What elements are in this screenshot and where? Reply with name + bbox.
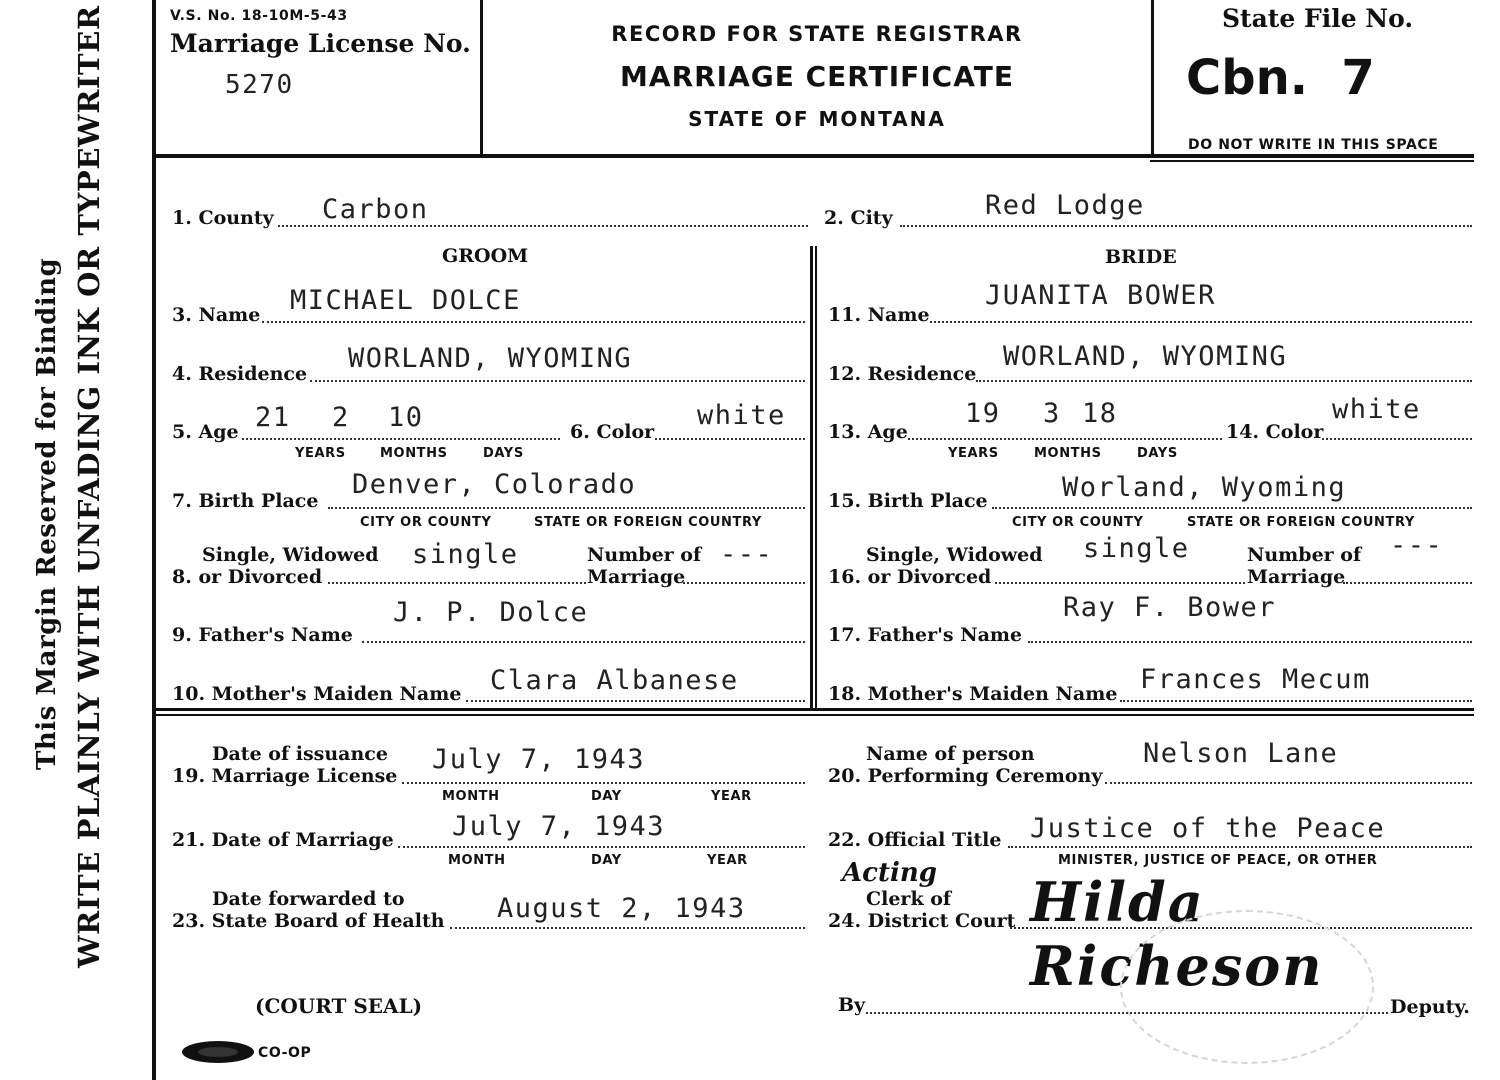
groom-status-line	[328, 582, 586, 584]
groom-birth-value: Denver, Colorado	[352, 469, 637, 500]
groom-residence-line	[310, 380, 805, 382]
bride-residence-line	[976, 380, 1472, 382]
section-rule	[156, 708, 1474, 711]
forwarded-value: August 2, 1943	[497, 893, 746, 924]
marriage-year-caption: YEAR	[707, 853, 748, 868]
bride-name-label: 11. Name	[828, 304, 930, 326]
bride-name-value: JUANITA BOWER	[985, 280, 1216, 311]
groom-color-value: white	[697, 400, 786, 431]
issuance-year-caption: YEAR	[711, 789, 752, 804]
court-seal-label: (COURT SEAL)	[255, 994, 423, 1018]
groom-residence-value: WORLAND, WYOMING	[348, 343, 633, 374]
bride-marriage-line	[1343, 582, 1472, 584]
marriage-date-line	[398, 846, 805, 848]
bride-number-marriage-value: ---	[1390, 530, 1444, 561]
groom-father-value: J. P. Dolce	[393, 597, 589, 628]
groom-status-label-2: 8. or Divorced	[172, 566, 323, 588]
acting-handwritten: Acting	[842, 858, 937, 888]
groom-age-months: 2	[332, 402, 350, 433]
bride-father-line	[1028, 641, 1472, 643]
performer-label-2: 20. Performing Ceremony	[828, 765, 1103, 787]
left-border	[152, 0, 156, 1080]
county-label: 1. County	[172, 207, 274, 229]
performer-label-1: Name of person	[866, 743, 1035, 765]
bride-mother-line	[1120, 700, 1472, 702]
groom-status-label-1: Single, Widowed	[202, 544, 379, 566]
groom-father-label: 9. Father's Name	[172, 624, 353, 646]
groom-residence-label: 4. Residence	[172, 363, 308, 385]
bride-father-label: 17. Father's Name	[828, 624, 1023, 646]
record-for-registrar: RECORD FOR STATE REGISTRAR	[611, 22, 1023, 46]
bride-age-label: 13. Age	[828, 421, 908, 443]
bride-age-days: 18	[1082, 398, 1118, 429]
issuance-month-caption: MONTH	[442, 789, 500, 804]
clerk-label-1: Clerk of	[866, 888, 952, 910]
groom-age-days: 10	[388, 402, 424, 433]
certificate-title: MARRIAGE CERTIFICATE	[620, 60, 1014, 93]
section-rule-2	[156, 714, 1474, 716]
groom-marriage-line	[683, 582, 805, 584]
header-divider-right	[1151, 0, 1154, 156]
groom-mother-line	[466, 700, 805, 702]
groom-years-caption: YEARS	[295, 446, 346, 461]
official-title-line	[1008, 846, 1472, 848]
marriage-month-caption: MONTH	[448, 853, 506, 868]
marriage-date-value: July 7, 1943	[452, 811, 666, 842]
bride-mother-value: Frances Mecum	[1140, 664, 1371, 695]
bride-number-of-label: Number of	[1247, 544, 1362, 566]
co-op-logo-icon	[180, 1040, 256, 1064]
groom-city-caption: CITY OR COUNTY	[360, 515, 492, 530]
clerk-label-2: 24. District Court	[828, 910, 1016, 932]
by-line	[866, 1012, 1388, 1014]
issuance-day-caption: DAY	[591, 789, 622, 804]
bride-residence-value: WORLAND, WYOMING	[1003, 341, 1288, 372]
groom-age-years: 21	[255, 402, 291, 433]
issuance-label-1: Date of issuance	[212, 743, 388, 765]
bride-birth-line	[992, 507, 1472, 509]
license-label: Marriage License No.	[170, 29, 471, 58]
bride-years-caption: YEARS	[948, 446, 999, 461]
groom-days-caption: DAYS	[483, 446, 524, 461]
forwarded-line	[450, 927, 805, 929]
ink-instruction-text: WRITE PLAINLY WITH UNFADING INK OR TYPEWRITER	[72, 5, 106, 968]
bride-status-label-2: 16. or Divorced	[828, 566, 992, 588]
bride-color-value: white	[1332, 394, 1421, 425]
forwarded-label-2: 23. State Board of Health	[172, 910, 445, 932]
do-not-write-note: DO NOT WRITE IN THIS SPACE	[1188, 137, 1439, 153]
groom-bride-divider	[810, 246, 813, 708]
city-label: 2. City	[824, 207, 893, 229]
bride-birth-value: Worland, Wyoming	[1062, 472, 1347, 503]
groom-heading: GROOM	[442, 245, 529, 267]
header-bottom-rule	[156, 154, 1474, 158]
clerk-signature: Hilda Richeson	[1030, 870, 1324, 998]
marriage-day-caption: DAY	[591, 853, 622, 868]
court-seal-impression	[1120, 910, 1374, 1064]
groom-birth-label: 7. Birth Place	[172, 490, 319, 512]
co-op-mark: CO-OP	[258, 1045, 312, 1061]
performer-line	[1105, 782, 1472, 784]
bride-days-caption: DAYS	[1137, 446, 1178, 461]
bride-age-months: 3	[1043, 398, 1061, 429]
bride-residence-label: 12. Residence	[828, 363, 977, 385]
county-line	[278, 225, 808, 227]
minister-caption: MINISTER, JUSTICE OF PEACE, OR OTHER	[1058, 853, 1378, 868]
bride-mother-label: 18. Mother's Maiden Name	[828, 683, 1118, 705]
bride-city-caption: CITY OR COUNTY	[1012, 515, 1144, 530]
issuance-value: July 7, 1943	[432, 744, 646, 775]
header-bottom-rule-2	[1150, 160, 1474, 162]
city-value: Red Lodge	[985, 190, 1145, 221]
issuance-label-2: 19. Marriage License	[172, 765, 398, 787]
bride-status-value: single	[1083, 533, 1190, 564]
groom-bride-divider-2	[815, 246, 817, 708]
groom-number-of-label: Number of	[587, 544, 702, 566]
bride-state-caption: STATE OR FOREIGN COUNTRY	[1187, 515, 1415, 530]
by-label: By	[838, 994, 866, 1016]
groom-marriage-label: Marriage	[587, 566, 686, 588]
bride-color-line	[1322, 438, 1472, 440]
city-line	[900, 225, 1472, 227]
marriage-date-label: 21. Date of Marriage	[172, 829, 394, 851]
groom-father-line	[362, 641, 805, 643]
bride-name-line	[930, 321, 1472, 323]
groom-age-line	[242, 438, 560, 440]
state-file-number: Cbn. 7	[1186, 50, 1375, 106]
groom-mother-value: Clara Albanese	[490, 665, 739, 696]
groom-color-label: 6. Color	[570, 421, 655, 443]
state-name: STATE OF MONTANA	[688, 107, 946, 131]
groom-number-marriage-value: ---	[720, 539, 774, 570]
bride-marriage-label: Marriage	[1247, 566, 1346, 588]
bride-color-label: 14. Color	[1226, 421, 1324, 443]
county-value: Carbon	[322, 194, 429, 225]
groom-birth-line	[328, 507, 805, 509]
groom-name-label: 3. Name	[172, 304, 261, 326]
groom-age-label: 5. Age	[172, 421, 239, 443]
forwarded-label-1: Date forwarded to	[212, 888, 405, 910]
bride-status-label-1: Single, Widowed	[866, 544, 1043, 566]
license-number: 5270	[225, 70, 294, 100]
groom-state-caption: STATE OR FOREIGN COUNTRY	[534, 515, 762, 530]
groom-mother-label: 10. Mother's Maiden Name	[172, 683, 462, 705]
bride-months-caption: MONTHS	[1034, 446, 1102, 461]
bride-heading: BRIDE	[1105, 246, 1177, 268]
form-code: V.S. No. 18-10M-5-43	[170, 8, 348, 24]
bride-age-years: 19	[965, 398, 1001, 429]
performer-value: Nelson Lane	[1143, 738, 1339, 769]
bride-age-line	[908, 438, 1222, 440]
state-file-label: State File No.	[1222, 4, 1414, 33]
header-divider-left	[480, 0, 483, 156]
groom-name-value: MICHAEL DOLCE	[290, 285, 521, 316]
bride-father-value: Ray F. Bower	[1063, 592, 1277, 623]
official-title-label: 22. Official Title	[828, 829, 1002, 851]
groom-months-caption: MONTHS	[380, 446, 448, 461]
issuance-line	[402, 782, 805, 784]
official-title-value: Justice of the Peace	[1030, 813, 1386, 844]
groom-color-line	[655, 438, 805, 440]
deputy-label: Deputy.	[1390, 996, 1470, 1018]
bride-birth-label: 15. Birth Place	[828, 490, 988, 512]
bride-status-line	[995, 582, 1245, 584]
groom-name-line	[262, 321, 805, 323]
binding-margin-text: This Margin Reserved for Binding	[32, 257, 62, 770]
groom-status-value: single	[412, 539, 519, 570]
